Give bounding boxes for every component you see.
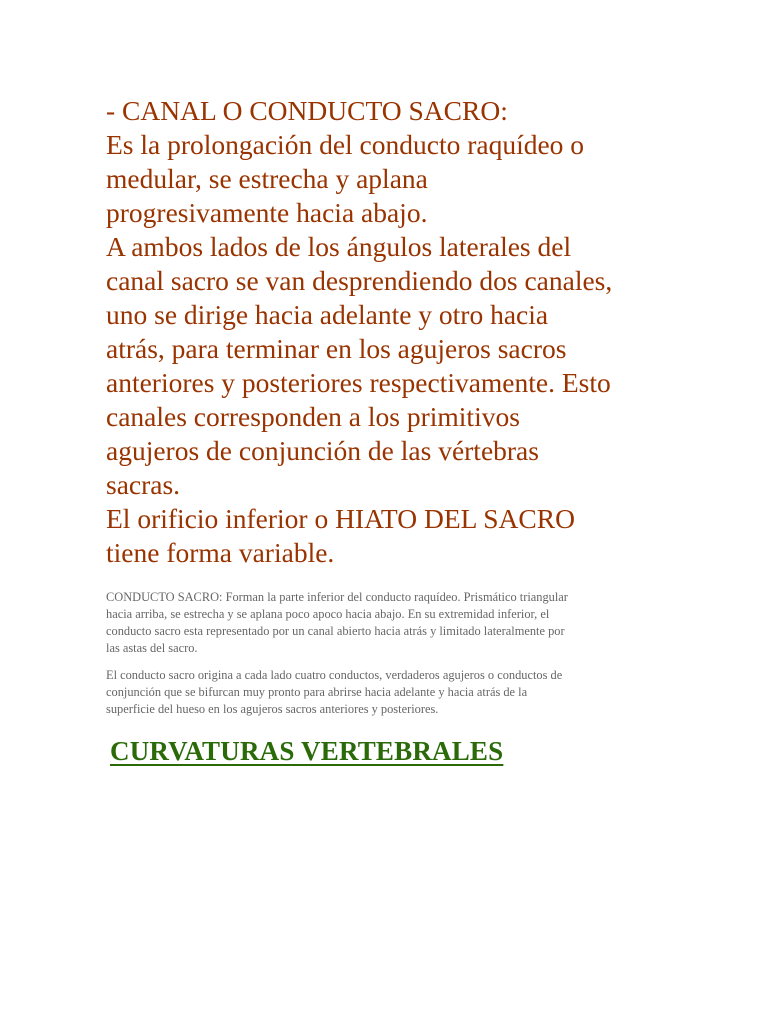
paragraph-line: canal sacro se van desprendiendo dos canales, xyxy=(106,265,613,296)
paragraph-line: medular, se estrecha y aplana xyxy=(106,163,428,194)
note-conducto-sacro xyxy=(106,589,666,657)
paragraph-line: A ambos lados de los ángulos laterales del xyxy=(106,231,572,262)
paragraph-line: agujeros de conjunción de las vértebras xyxy=(106,435,539,466)
section-heading-curvaturas: CURVATURAS VERTEBRALES xyxy=(110,736,504,766)
main-paragraph xyxy=(106,94,706,570)
paragraph-line: sacras. xyxy=(106,469,181,500)
paragraph-line: El orificio inferior o HIATO DEL SACRO xyxy=(106,503,575,534)
note-line: conducto sacro esta representado por un canal abierto hacia atrás y limitado lateralmente por xyxy=(106,624,565,638)
paragraph-line: tiene forma variable. xyxy=(106,537,335,568)
note-line: CONDUCTO SACRO: Forman la parte inferior del conducto raquídeo. Prismático triangular xyxy=(106,590,568,604)
note-line: superficie del hueso en los agujeros sacros anteriores y posteriores. xyxy=(106,702,439,716)
note-conductos-conjuncion xyxy=(106,667,666,718)
paragraph-line: anteriores y posteriores respectivamente. Esto xyxy=(106,367,611,398)
paragraph-line: canales corresponden a los primitivos xyxy=(106,401,520,432)
note-line: conjunción que se bifurcan muy pronto para abrirse hacia adelante y hacia atrás de la xyxy=(106,685,528,699)
note-line: El conducto sacro origina a cada lado cuatro conductos, verdaderos agujeros o conductos de xyxy=(106,668,563,682)
note-line: las astas del sacro. xyxy=(106,641,198,655)
paragraph-line: Es la prolongación del conducto raquídeo o xyxy=(106,129,585,160)
note-line: hacia arriba, se estrecha y se aplana poco apoco hacia abajo. En su extremidad inferior, el xyxy=(106,607,550,621)
paragraph-line: progresivamente hacia abajo. xyxy=(106,197,428,228)
paragraph-line: uno se dirige hacia adelante y otro hacia xyxy=(106,299,549,330)
paragraph-line: atrás, para terminar en los agujeros sacros xyxy=(106,333,567,364)
paragraph-line: - CANAL O CONDUCTO SACRO: xyxy=(106,95,508,126)
